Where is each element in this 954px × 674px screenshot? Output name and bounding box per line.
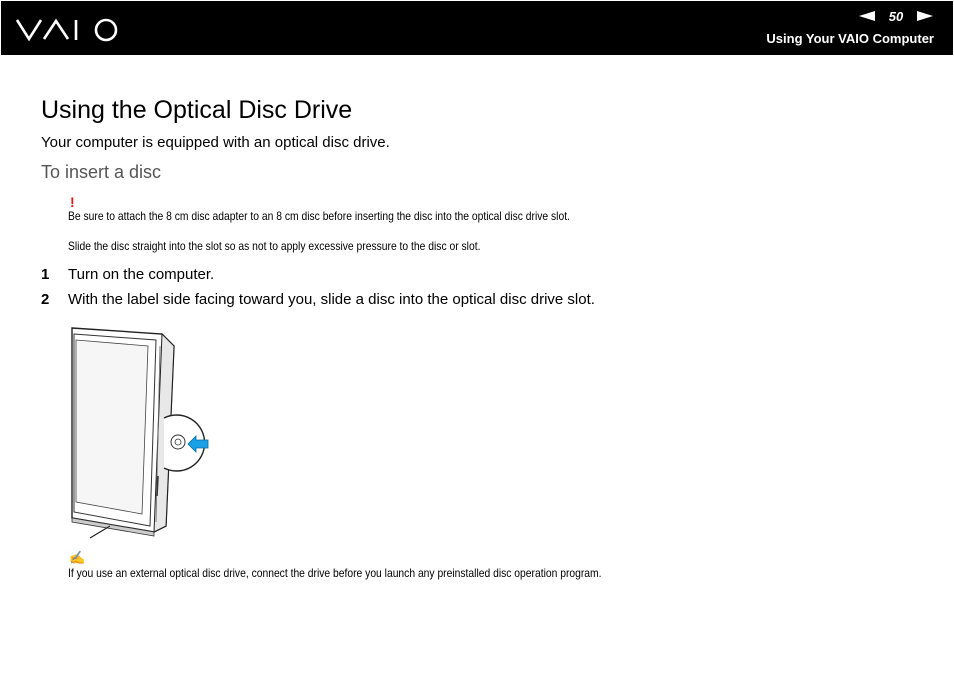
page-number: 50 bbox=[888, 8, 904, 24]
page-title: Using the Optical Disc Drive bbox=[41, 96, 353, 124]
note-text: If you use an external optical disc drive, connect the drive before you launch any preinstalled disc operation program. bbox=[68, 566, 602, 580]
pencil-note-icon: ✍ bbox=[69, 550, 86, 565]
caution-text-1: Be sure to attach the 8 cm disc adapter to an 8 cm disc before inserting the disc into the optical disc drive slot. bbox=[68, 209, 570, 223]
page-navigation bbox=[859, 9, 933, 23]
step-number: 2 bbox=[41, 291, 50, 308]
caution-icon: ! bbox=[70, 194, 75, 210]
triangle-left-icon[interactable] bbox=[859, 11, 875, 21]
procedure-subtitle: To insert a disc bbox=[41, 162, 162, 182]
step-text: With the label side facing toward you, slide a disc into the optical disc drive slot. bbox=[68, 291, 595, 308]
vaio-logo bbox=[15, 18, 121, 42]
step-number: 1 bbox=[41, 266, 50, 283]
caution-text-2: Slide the disc straight into the slot so as not to apply excessive pressure to the disc or slot. bbox=[68, 239, 481, 253]
page-header bbox=[1, 1, 953, 55]
intro-text: Your computer is equipped with an optical disc drive. bbox=[41, 134, 390, 151]
header-section-title: Using Your VAIO Computer bbox=[766, 31, 934, 46]
step-text: Turn on the computer. bbox=[68, 266, 215, 283]
triangle-right-icon[interactable] bbox=[917, 11, 933, 21]
disc-insertion-illustration bbox=[70, 326, 220, 540]
